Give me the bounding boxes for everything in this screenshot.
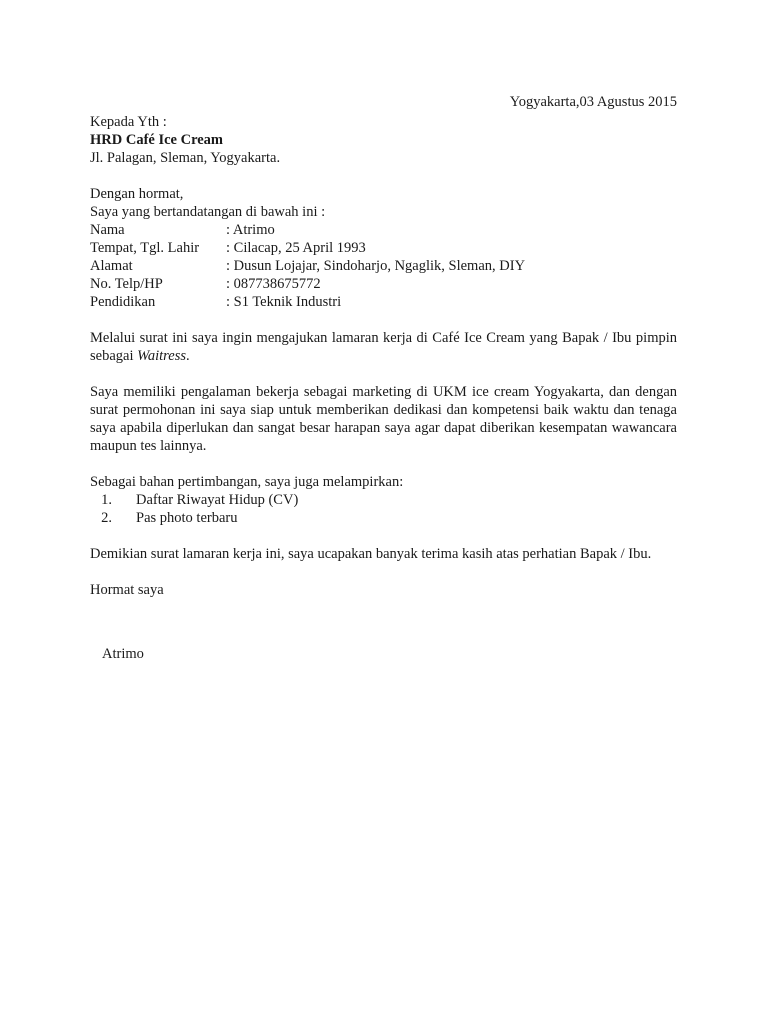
signer-name: Atrimo xyxy=(102,646,144,662)
sign-off: Hormat saya xyxy=(90,582,164,598)
identity-row xyxy=(90,257,677,275)
identity-value: : Dusun Lojajar, Sindoharjo, Ngaglik, Sleman, DIY xyxy=(226,258,526,274)
letter-page xyxy=(90,93,677,663)
attachments-list xyxy=(90,491,677,527)
list-item xyxy=(90,491,677,509)
spacer xyxy=(90,365,677,383)
list-item xyxy=(90,509,677,527)
spacer xyxy=(90,311,677,329)
spacer xyxy=(90,455,677,473)
identity-row xyxy=(90,221,677,239)
identity-label: Tempat, Tgl. Lahir xyxy=(90,240,200,256)
list-item-number: 2. xyxy=(101,510,112,526)
paragraph-experience: Saya memiliki pengalaman bekerja sebagai marketing di UKM ice cream Yogyakarta, dan dengan surat permohonan ini saya siap untuk memberikan dedikasi dan kompetensi baik waktu dan tenaga saya apabila diperlukan dan sangat besar harapan saya agar dapat diberikan kesempatan wawancara maupun tes lainnya. xyxy=(90,384,677,454)
letter-date: Yogyakarta,03 Agustus 2015 xyxy=(509,94,677,110)
identity-row xyxy=(90,239,677,257)
closing-paragraph: Demikian surat lamaran kerja ini, saya ucapakan banyak terima kasih atas perhatian Bapak / Ibu. xyxy=(90,546,652,562)
list-item-text: Daftar Riwayat Hidup (CV) xyxy=(136,492,299,508)
attachments-intro: Sebagai bahan pertimbangan, saya juga melampirkan: xyxy=(90,474,404,490)
list-item-text: Pas photo terbaru xyxy=(136,510,238,526)
identity-value: : Cilacap, 25 April 1993 xyxy=(226,240,366,256)
recipient-greeting: Kepada Yth : xyxy=(90,114,167,130)
identity-label: No. Telp/HP xyxy=(90,276,163,292)
identity-table xyxy=(90,221,677,311)
identity-value: : S1 Teknik Industri xyxy=(226,294,342,310)
identity-label: Nama xyxy=(90,222,125,238)
intro-line: Saya yang bertandatangan di bawah ini : xyxy=(90,204,326,220)
paragraph-application xyxy=(90,329,677,365)
signature-space xyxy=(90,599,677,645)
identity-label: Pendidikan xyxy=(90,294,156,310)
paragraph-application-end: . xyxy=(186,348,190,364)
recipient-address: Jl. Palagan, Sleman, Yogyakarta. xyxy=(90,150,281,166)
recipient-company: HRD Café Ice Cream xyxy=(90,132,224,148)
list-item-number: 1. xyxy=(101,492,112,508)
identity-row xyxy=(90,275,677,293)
spacer xyxy=(90,167,677,185)
spacer xyxy=(90,527,677,545)
identity-value: : 087738675772 xyxy=(226,276,321,292)
position-title: Waitress xyxy=(137,348,186,364)
paragraph-application-text: Melalui surat ini saya ingin mengajukan lamaran kerja di Café Ice Cream yang Bapak / Ibu pimpin sebagai xyxy=(90,330,677,364)
identity-row xyxy=(90,293,677,311)
salutation: Dengan hormat, xyxy=(90,186,184,202)
identity-label: Alamat xyxy=(90,258,133,274)
spacer xyxy=(90,563,677,581)
identity-value: : Atrimo xyxy=(226,222,275,238)
